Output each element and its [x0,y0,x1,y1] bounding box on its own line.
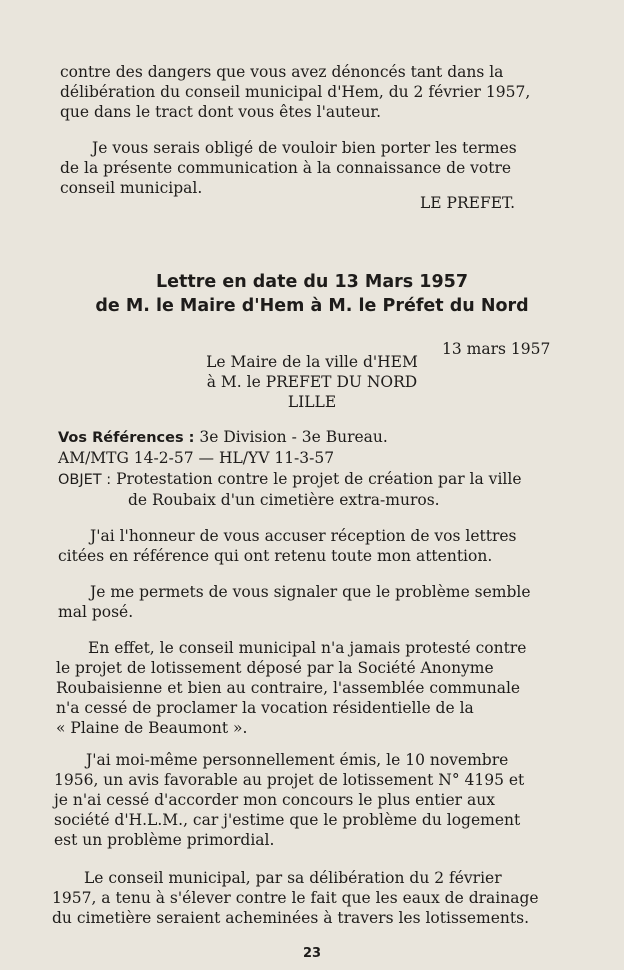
objet-label: OBJET : [58,472,112,488]
letter-title-line-1: Lettre en date du 13 Mars 1957 [155,272,469,292]
address-line: à M. le PREFET DU NORD [206,373,418,391]
objet-line-2: de Roubaix d'un cimetière extra-muros. [128,491,440,509]
text-line: société d'H.L.M., car j'estime que le problème du logement [54,811,521,829]
text-line: J'ai l'honneur de vous accuser réception de vos lettres [90,527,517,545]
address-block [0,352,624,412]
text-line: Le conseil municipal, par sa délibération du 2 février [84,869,502,887]
text-line: contre des dangers que vous avez dénoncés tant dans la [60,63,504,81]
text-line: « Plaine de Beaumont ». [56,719,248,737]
text-line: Je me permets de vous signaler que le problème semble [90,583,531,601]
paragraph-communication [60,138,554,198]
text-line: est un problème primordial. [54,831,275,849]
references-codes: AM/MTG 14-2-57 — HL/YV 11-3-57 [58,449,335,467]
text-line: Je vous serais obligé de vouloir bien porter les termes [92,139,517,157]
references-value: 3e Division - 3e Bureau. [199,428,388,446]
text-line: 1957, a tenu à s'élever contre le fait que les eaux de drainage [52,889,539,907]
text-line: En effet, le conseil municipal n'a jamais protesté contre [88,639,527,657]
text-line: 1956, un avis favorable au projet de lotissement N° 4195 et [54,771,525,789]
text-line: le projet de lotissement déposé par la Société Anonyme [56,659,494,677]
paragraph-dangers [60,62,554,122]
text-line: mal posé. [58,603,134,621]
paragraph-probleme [58,582,552,622]
text-line: citées en référence qui ont retenu toute mon attention. [58,547,493,565]
paragraph-conseil [52,868,552,928]
references-label: Vos Références : [58,430,195,446]
paragraph-en-effet [56,638,552,738]
text-line: du cimetière seraient acheminées à travers les lotissements. [52,909,529,927]
text-line: délibération du conseil municipal d'Hem, du 2 février 1957, [60,83,531,101]
page-number: 23 [302,946,322,961]
letter-date: 13 mars 1957 [442,340,551,358]
text-line: conseil municipal. [60,179,203,197]
text-line: J'ai moi-même personnellement émis, le 10 novembre [86,751,509,769]
text-line: n'a cessé de proclamer la vocation résidentielle de la [56,699,474,717]
address-line: LILLE [287,393,337,411]
references-line [58,427,388,448]
text-line: que dans le tract dont vous êtes l'auteur. [60,103,382,121]
objet-text: Protestation contre le projet de création par la ville [116,470,522,488]
objet-block [58,469,554,510]
paragraph-honneur [58,526,552,566]
text-line: Roubaisienne et bien au contraire, l'assemblée communale [56,679,521,697]
references-block [58,427,388,468]
address-line: Le Maire de la ville d'HEM [206,353,418,371]
paragraph-avis [54,750,552,850]
objet-line [58,469,554,490]
signature-prefet: LE PREFET. [420,194,516,212]
text-line: de la présente communication à la connaissance de votre [60,159,512,177]
text-line: je n'ai cessé d'accorder mon concours le plus entier aux [54,791,495,809]
letter-title-line-2: de M. le Maire d'Hem à M. le Préfet du Nord [95,296,529,316]
